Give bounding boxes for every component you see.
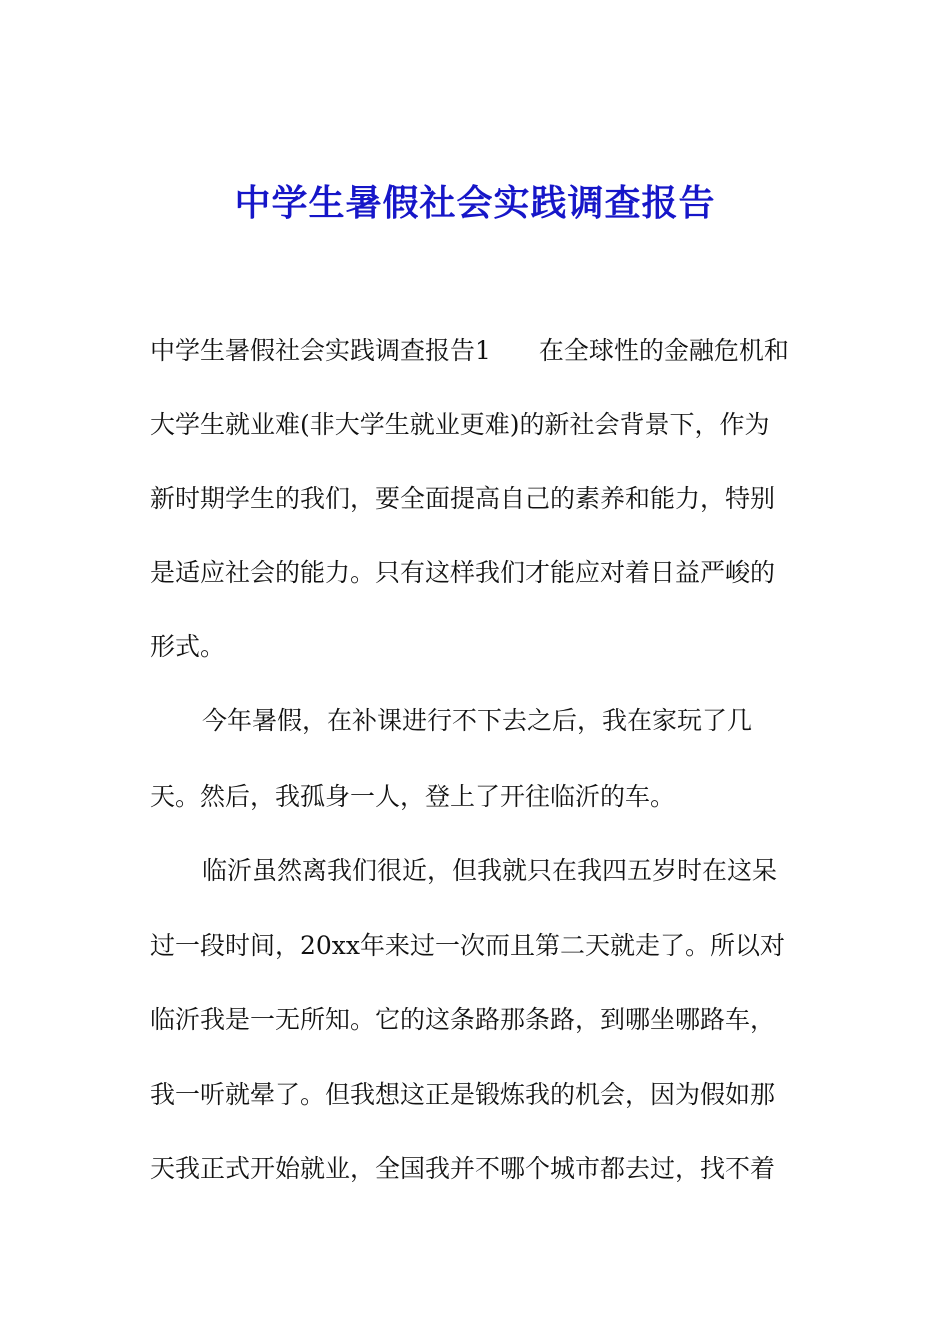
paragraph-line: 今年暑假，在补课进行不下去之后，我在家玩了几 [202, 706, 753, 735]
paragraph-line: 临沂我是一无所知。它的这条路那条路，到哪坐哪路车， [150, 1005, 776, 1034]
paragraph-line: 天我正式开始就业，全国我并不哪个城市都去过，找不着 [150, 1154, 776, 1183]
paragraph-line: 天。然后，我孤身一人，登上了开往临沂的车。 [150, 782, 676, 811]
paragraph-text: 在全球性的金融危机和 [538, 336, 789, 365]
document-title: 中学生暑假社会实践调查报告 [234, 183, 716, 224]
paragraph-line: 新时期学生的我们，要全面提高自己的素养和能力，特别 [150, 484, 776, 513]
paragraph-line: 临沂虽然离我们很近，但我就只在我四五岁时在这呆 [202, 856, 778, 885]
report-heading-inline: 中学生暑假社会实践调查报告1 [150, 336, 491, 365]
paragraph-line: 形式。 [150, 632, 226, 661]
paragraph-line: 我一听就晕了。但我想这正是锻炼我的机会，因为假如那 [150, 1080, 776, 1109]
paragraph-line: 是适应社会的能力。只有这样我们才能应对着日益严峻的 [150, 558, 776, 587]
paragraph-line: 过一段时间，20xx年来过一次而且第二天就走了。所以对 [150, 931, 786, 960]
paragraph-line: 大学生就业难(非大学生就业更难)的新社会背景下，作为 [150, 410, 770, 439]
paragraph-line [150, 333, 789, 369]
